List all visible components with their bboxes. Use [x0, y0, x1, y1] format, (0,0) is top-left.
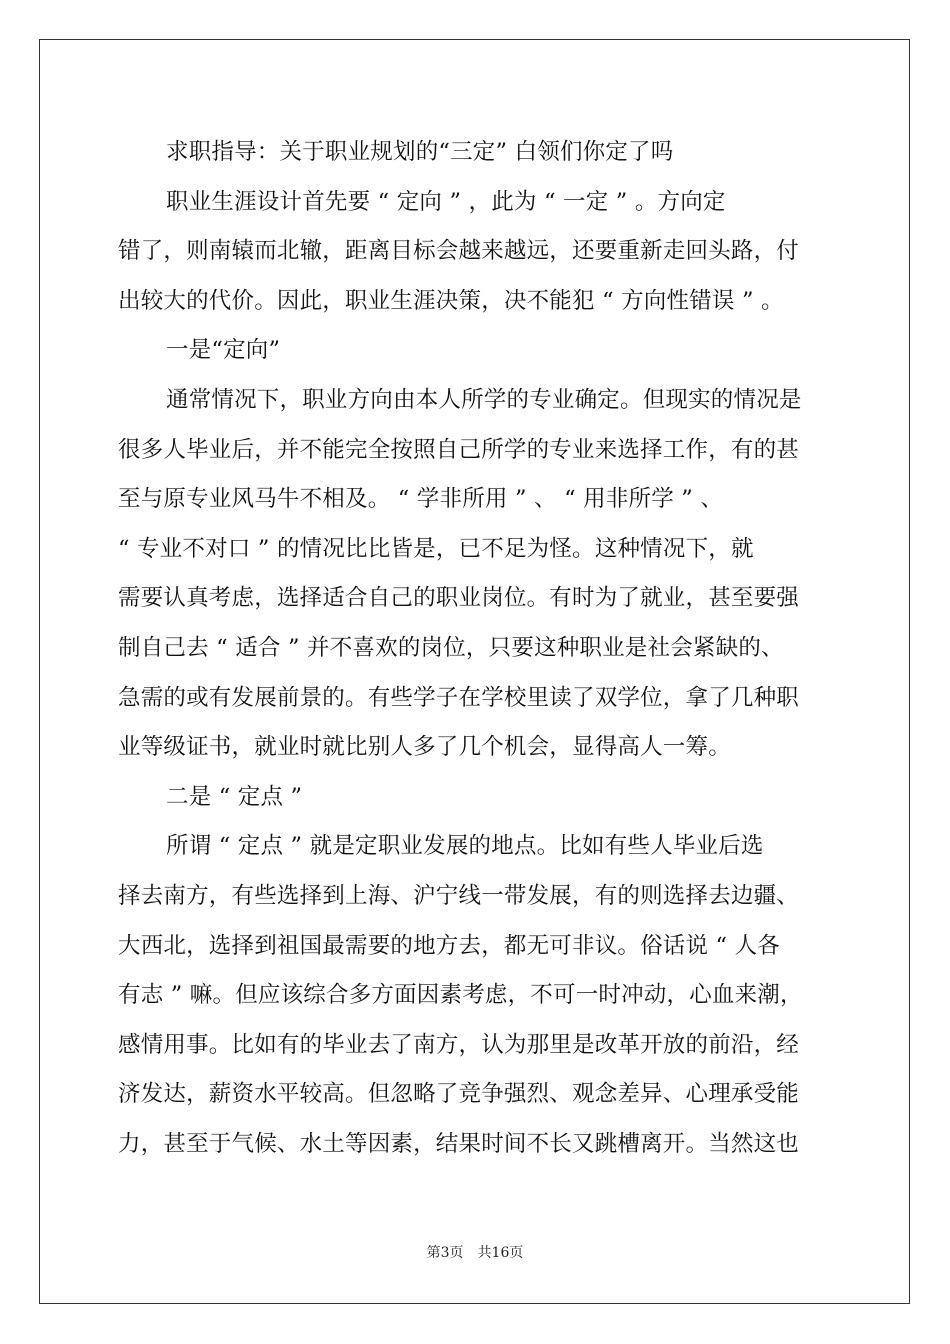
text-line: 错了，则南辕而北辙，距离目标会越来越远，还要重新走回头路，付 — [118, 238, 800, 265]
text-line: 职业生涯设计首先要 “ 定向 ” ，此为 “ 一定 ” 。方向定 — [166, 188, 726, 215]
page-total: 共16页 — [477, 1245, 524, 1261]
text-line: 通常情况下，职业方向由本人所学的专业确定。但现实的情况是 — [166, 386, 802, 413]
text-line: 择去南方，有些选择到上海、沪宁线一带发展，有的则选择去边疆、 — [118, 882, 800, 909]
text-line: 很多人毕业后，并不能完全按照自己所学的专业来选择工作，有的甚 — [118, 436, 800, 463]
text-line: 急需的或有发展前景的。有些学子在学校里读了双学位，拿了几种职 — [118, 684, 800, 711]
text-line: 需要认真考虑，选择适合自己的职业岗位。有时为了就业，甚至要强 — [118, 585, 800, 612]
text-line: 出较大的代价。因此，职业生涯决策，决不能犯 “ 方向性错误 ” 。 — [118, 287, 784, 314]
text-line: 力，甚至于气候、水土等因素，结果时间不长又跳槽离开。当然这也 — [118, 1130, 800, 1157]
page-number: 第3页 — [426, 1245, 464, 1261]
text-line: 业等级证书，就业时就比别人多了几个机会，显得高人一筹。 — [118, 734, 731, 761]
text-line: 所谓 “ 定点 ” 就是定职业发展的地点。比如有些人毕业后选 — [166, 833, 764, 860]
text-line: 至与原专业风马牛不相及。 “ 学非所用 ” 、 “ 用非所学 ” 、 — [118, 486, 724, 513]
section-heading: 二是 “ 定点 ” — [166, 783, 303, 810]
document-body — [118, 128, 838, 1169]
text-line: 大西北，选择到祖国最需要的地方去，都无可非议。俗话说 “ 人各 — [118, 932, 781, 959]
text-line: 有志 ” 嘛。但应该综合多方面因素考虑，不可一时冲动，心血来潮， — [118, 982, 803, 1009]
page-footer — [0, 1243, 950, 1263]
text-line: “ 专业不对口 ” 的情况比比皆是，已不足为怪。这种情况下，就 — [118, 535, 754, 562]
text-line: 济发达，薪资水平较高。但忽略了竞争强烈、观念差异、心理承受能 — [118, 1081, 800, 1108]
text-line: 感情用事。比如有的毕业去了南方，认为那里是改革开放的前沿，经 — [118, 1031, 800, 1058]
document-title: 求职指导：关于职业规划的“三定” 白领们你定了吗 — [166, 139, 674, 165]
section-heading: 一是“定向” — [166, 337, 281, 364]
text-line: 制自己去 “ 适合 ” 并不喜欢的岗位，只要这种职业是社会紧缺的、 — [118, 634, 784, 661]
